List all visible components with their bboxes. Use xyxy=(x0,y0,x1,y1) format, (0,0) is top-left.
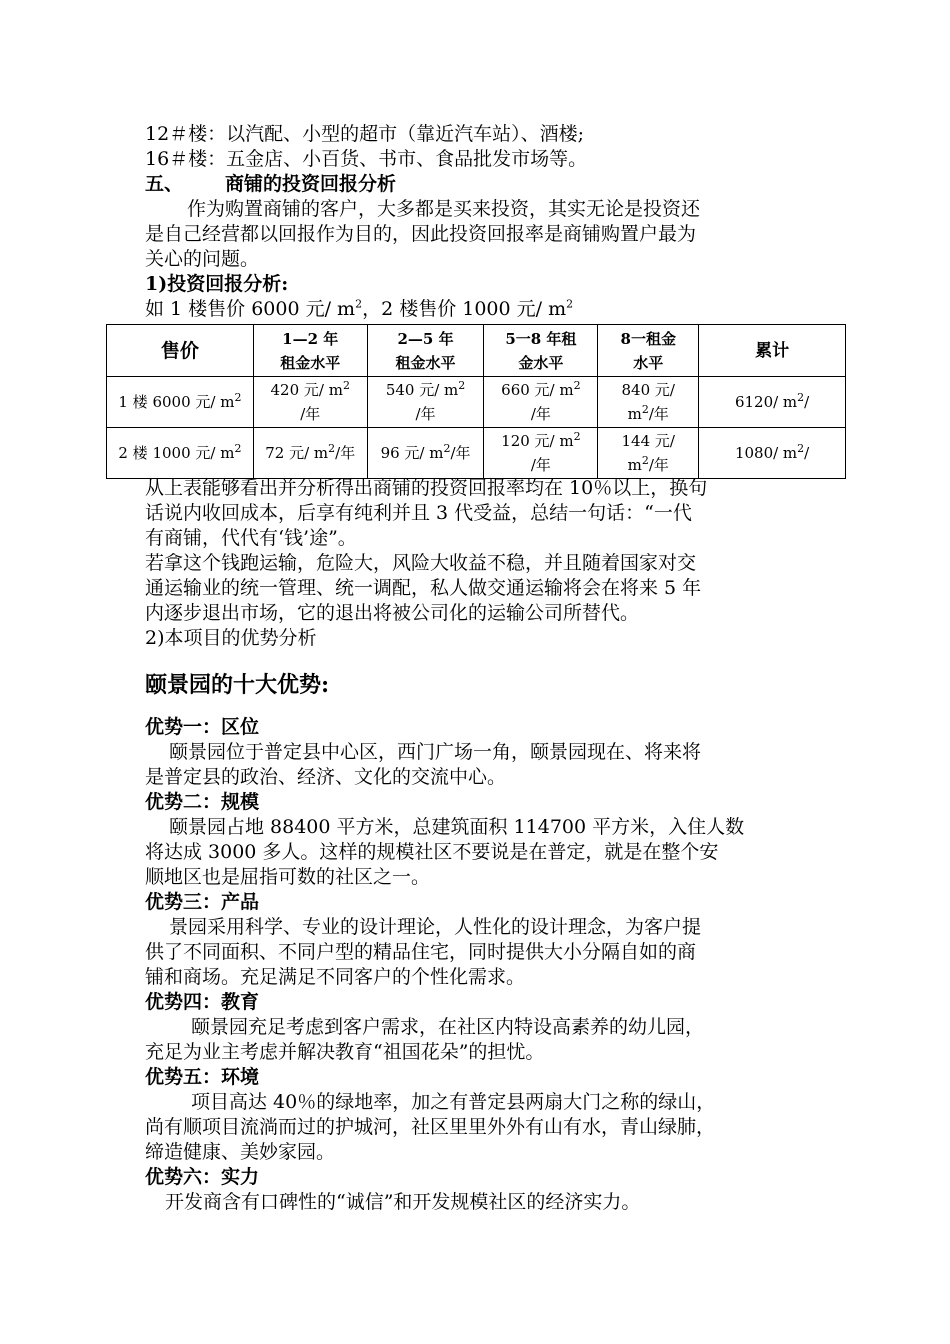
header-cell: 累计 xyxy=(699,325,846,377)
paragraph-line: 是自己经营都以回报作为目的，因此投资回报率是商铺购置户最为 xyxy=(145,223,697,245)
paragraph-line: 内逐步退出市场，它的退出将被公司化的运输公司所替代。 xyxy=(145,602,640,624)
advantages-heading: 颐景园的十大优势: xyxy=(145,672,330,698)
table-cell: 2 楼 1000 元/ $m^2$ xyxy=(107,428,254,479)
header-cell: 售价 xyxy=(107,325,254,377)
table-cell: 840 元/ $m^2/$年 xyxy=(598,377,699,428)
paragraph-line: 通运输业的统一管理、统一调配，私人做交通运输将会在将来 5 年 xyxy=(145,577,702,599)
table-cell: 1080/ $m^2/$ xyxy=(699,428,846,479)
paragraph-line: 颐景园位于普定县中心区，西门广场一角，颐景园现在、将来将 xyxy=(169,741,702,763)
section-heading xyxy=(145,172,810,197)
paragraph-line: 作为购置商铺的客户，大多都是买来投资，其实无论是投资还 xyxy=(187,198,701,220)
header-cell: 8一租金 水平 xyxy=(598,325,699,377)
paragraph-line: 项目高达 40％的绿地率，加之有普定县两扇大门之称的绿山， xyxy=(191,1091,716,1113)
paragraph-line: 从上表能够看出并分析得出商铺的投资回报率均在 10％以上，换句 xyxy=(145,477,708,499)
paragraph-line: 话说内收回成本，后享有纯利并且 3 代受益，总结一句话：“一代 xyxy=(145,502,692,524)
table-cell: 72 元/ $m^2/$年 xyxy=(253,428,367,479)
header-cell: 5一8 年租 金水平 xyxy=(484,325,598,377)
advantage-title: 优势四：教育 xyxy=(145,991,260,1013)
paragraph-line: 充足为业主考虑并解决教育“祖国花朵”的担忧。 xyxy=(145,1041,545,1063)
paragraph-line: 尚有顺项目流淌而过的护城河，社区里里外外有山有水，青山绿肺， xyxy=(145,1116,716,1138)
paragraph-line: 颐景园充足考虑到客户需求，在社区内特设高素养的幼儿园， xyxy=(191,1016,705,1038)
advantage-title: 优势二：规模 xyxy=(145,791,260,813)
advantage-title: 优势三：产品 xyxy=(145,891,260,913)
section-title: 商铺的投资回报分析 xyxy=(225,173,397,195)
table-cell: 540 元/ $m^2$ /年 xyxy=(367,377,484,428)
table-cell: 96 元/ $m^2/$年 xyxy=(367,428,484,479)
document-page xyxy=(145,122,810,322)
paragraph-line: 有商铺，代代有‘钱’途”。 xyxy=(145,527,357,549)
table-cell: 6120/ $m^2/$ xyxy=(699,377,846,428)
table-cell: 660 元/ $m^2$ /年 xyxy=(484,377,598,428)
section-number: 五、 xyxy=(145,173,184,195)
advantage-title: 优势六：实力 xyxy=(145,1166,260,1188)
table-row xyxy=(107,428,846,479)
paragraph-line: 关心的问题。 xyxy=(145,248,260,270)
table-cell: 144 元/ $m^2/$年 xyxy=(598,428,699,479)
price-line: 如 1 楼售价 6000 元/ $m^2$，2 楼售价 1000 元/ $m^2$ xyxy=(145,297,574,320)
table-header-row xyxy=(107,325,846,377)
paragraph-line: 若拿这个钱跑运输，危险大，风险大收益不稳，并且随着国家对交 xyxy=(145,552,697,574)
paragraph-line: 开发商含有口碑性的“诚信”和开发规模社区的经济实力。 xyxy=(165,1191,641,1213)
investment-return-table xyxy=(106,324,846,479)
paragraph-line: 是普定县的政治、经济、文化的交流中心。 xyxy=(145,766,507,788)
paragraph-line: 颐景园占地 88400 平方米，总建筑面积 114700 平方米，入住人数 xyxy=(169,816,745,838)
paragraph-line: 缔造健康、美妙家园。 xyxy=(145,1141,336,1163)
table-cell: 1 楼 6000 元/ $m^2$ xyxy=(107,377,254,428)
subheading-advantage-analysis: 2)本项目的优势分析 xyxy=(145,627,317,649)
paragraph-floor12: 12＃楼：以汽配、小型的超市（靠近汽车站）、酒楼; xyxy=(145,123,585,145)
paragraph-line: 铺和商场。充足满足不同客户的个性化需求。 xyxy=(145,966,526,988)
paragraph-floor16: 16＃楼：五金店、小百货、书市、食品批发市场等。 xyxy=(145,148,588,170)
table-cell: 120 元/ $m^2$ /年 xyxy=(484,428,598,479)
paragraph-line: 将达成 3000 多人。这样的规模社区不要说是在普定，就是在整个安 xyxy=(145,841,719,863)
header-cell: 2—5 年 租金水平 xyxy=(367,325,484,377)
advantage-title: 优势一：区位 xyxy=(145,716,260,738)
paragraph-line: 顺地区也是屈指可数的社区之一。 xyxy=(145,866,431,888)
paragraph-line: 供了不同面积、不同户型的精品住宅，同时提供大小分隔自如的商 xyxy=(145,941,697,963)
header-cell: 1—2 年 租金水平 xyxy=(253,325,367,377)
subheading-investment-return: 1)投资回报分析: xyxy=(145,273,289,295)
paragraph-line: 景园采用科学、专业的设计理论，人性化的设计理念，为客户提 xyxy=(169,916,702,938)
table-cell: 420 元/ $m^2$ /年 xyxy=(253,377,367,428)
document-continued xyxy=(145,476,810,1215)
table-row xyxy=(107,377,846,428)
advantage-title: 优势五：环境 xyxy=(145,1066,260,1088)
